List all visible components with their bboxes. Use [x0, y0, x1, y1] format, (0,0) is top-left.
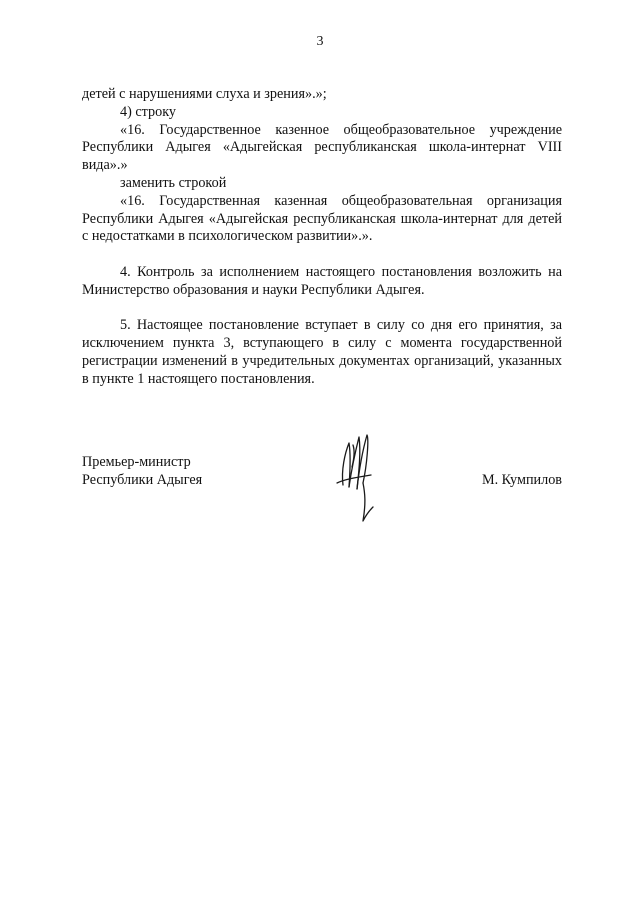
paragraph-new-line: «16. Государственная казенная общеобразовательная организация Республики Адыгея «Адыгейская республиканская школа-интернат для детей с недостатками в психологическом развитии».».: [82, 192, 562, 245]
paragraph-replace: заменить строкой: [120, 174, 227, 191]
paragraph-old-line: «16. Государственное казенное общеобразовательное учреждение Республики Адыгея «Адыгейская республиканская школа-интернат VIII вида».»: [82, 121, 562, 174]
handwritten-signature-icon: [325, 425, 385, 525]
paragraph-clause-5: 5. Настоящее постановление вступает в силу со дня его принятия, за исключением пункта 3, вступающего в силу с момента государственной регистрации изменений в учредительных документах организаций, указанных в пункте 1 настоящего постановления.: [82, 317, 562, 387]
paragraph-item-4: 4) строку: [120, 103, 177, 120]
signatory-position: [82, 454, 202, 490]
document-body: [82, 86, 562, 389]
signatory-name: М. Кумпилов: [481, 472, 562, 488]
paragraph-clause-4: 4. Контроль за исполнением настоящего постановления возложить на Министерство образования и науки Республики Адыгея.: [82, 263, 562, 298]
position-line-1: Премьер-министр: [82, 454, 191, 470]
position-line-2: Республики Адыгея: [82, 471, 203, 488]
page-number: 3: [316, 34, 324, 49]
paragraph-continuation: детей с нарушениями слуха и зрения».»;: [82, 86, 327, 102]
